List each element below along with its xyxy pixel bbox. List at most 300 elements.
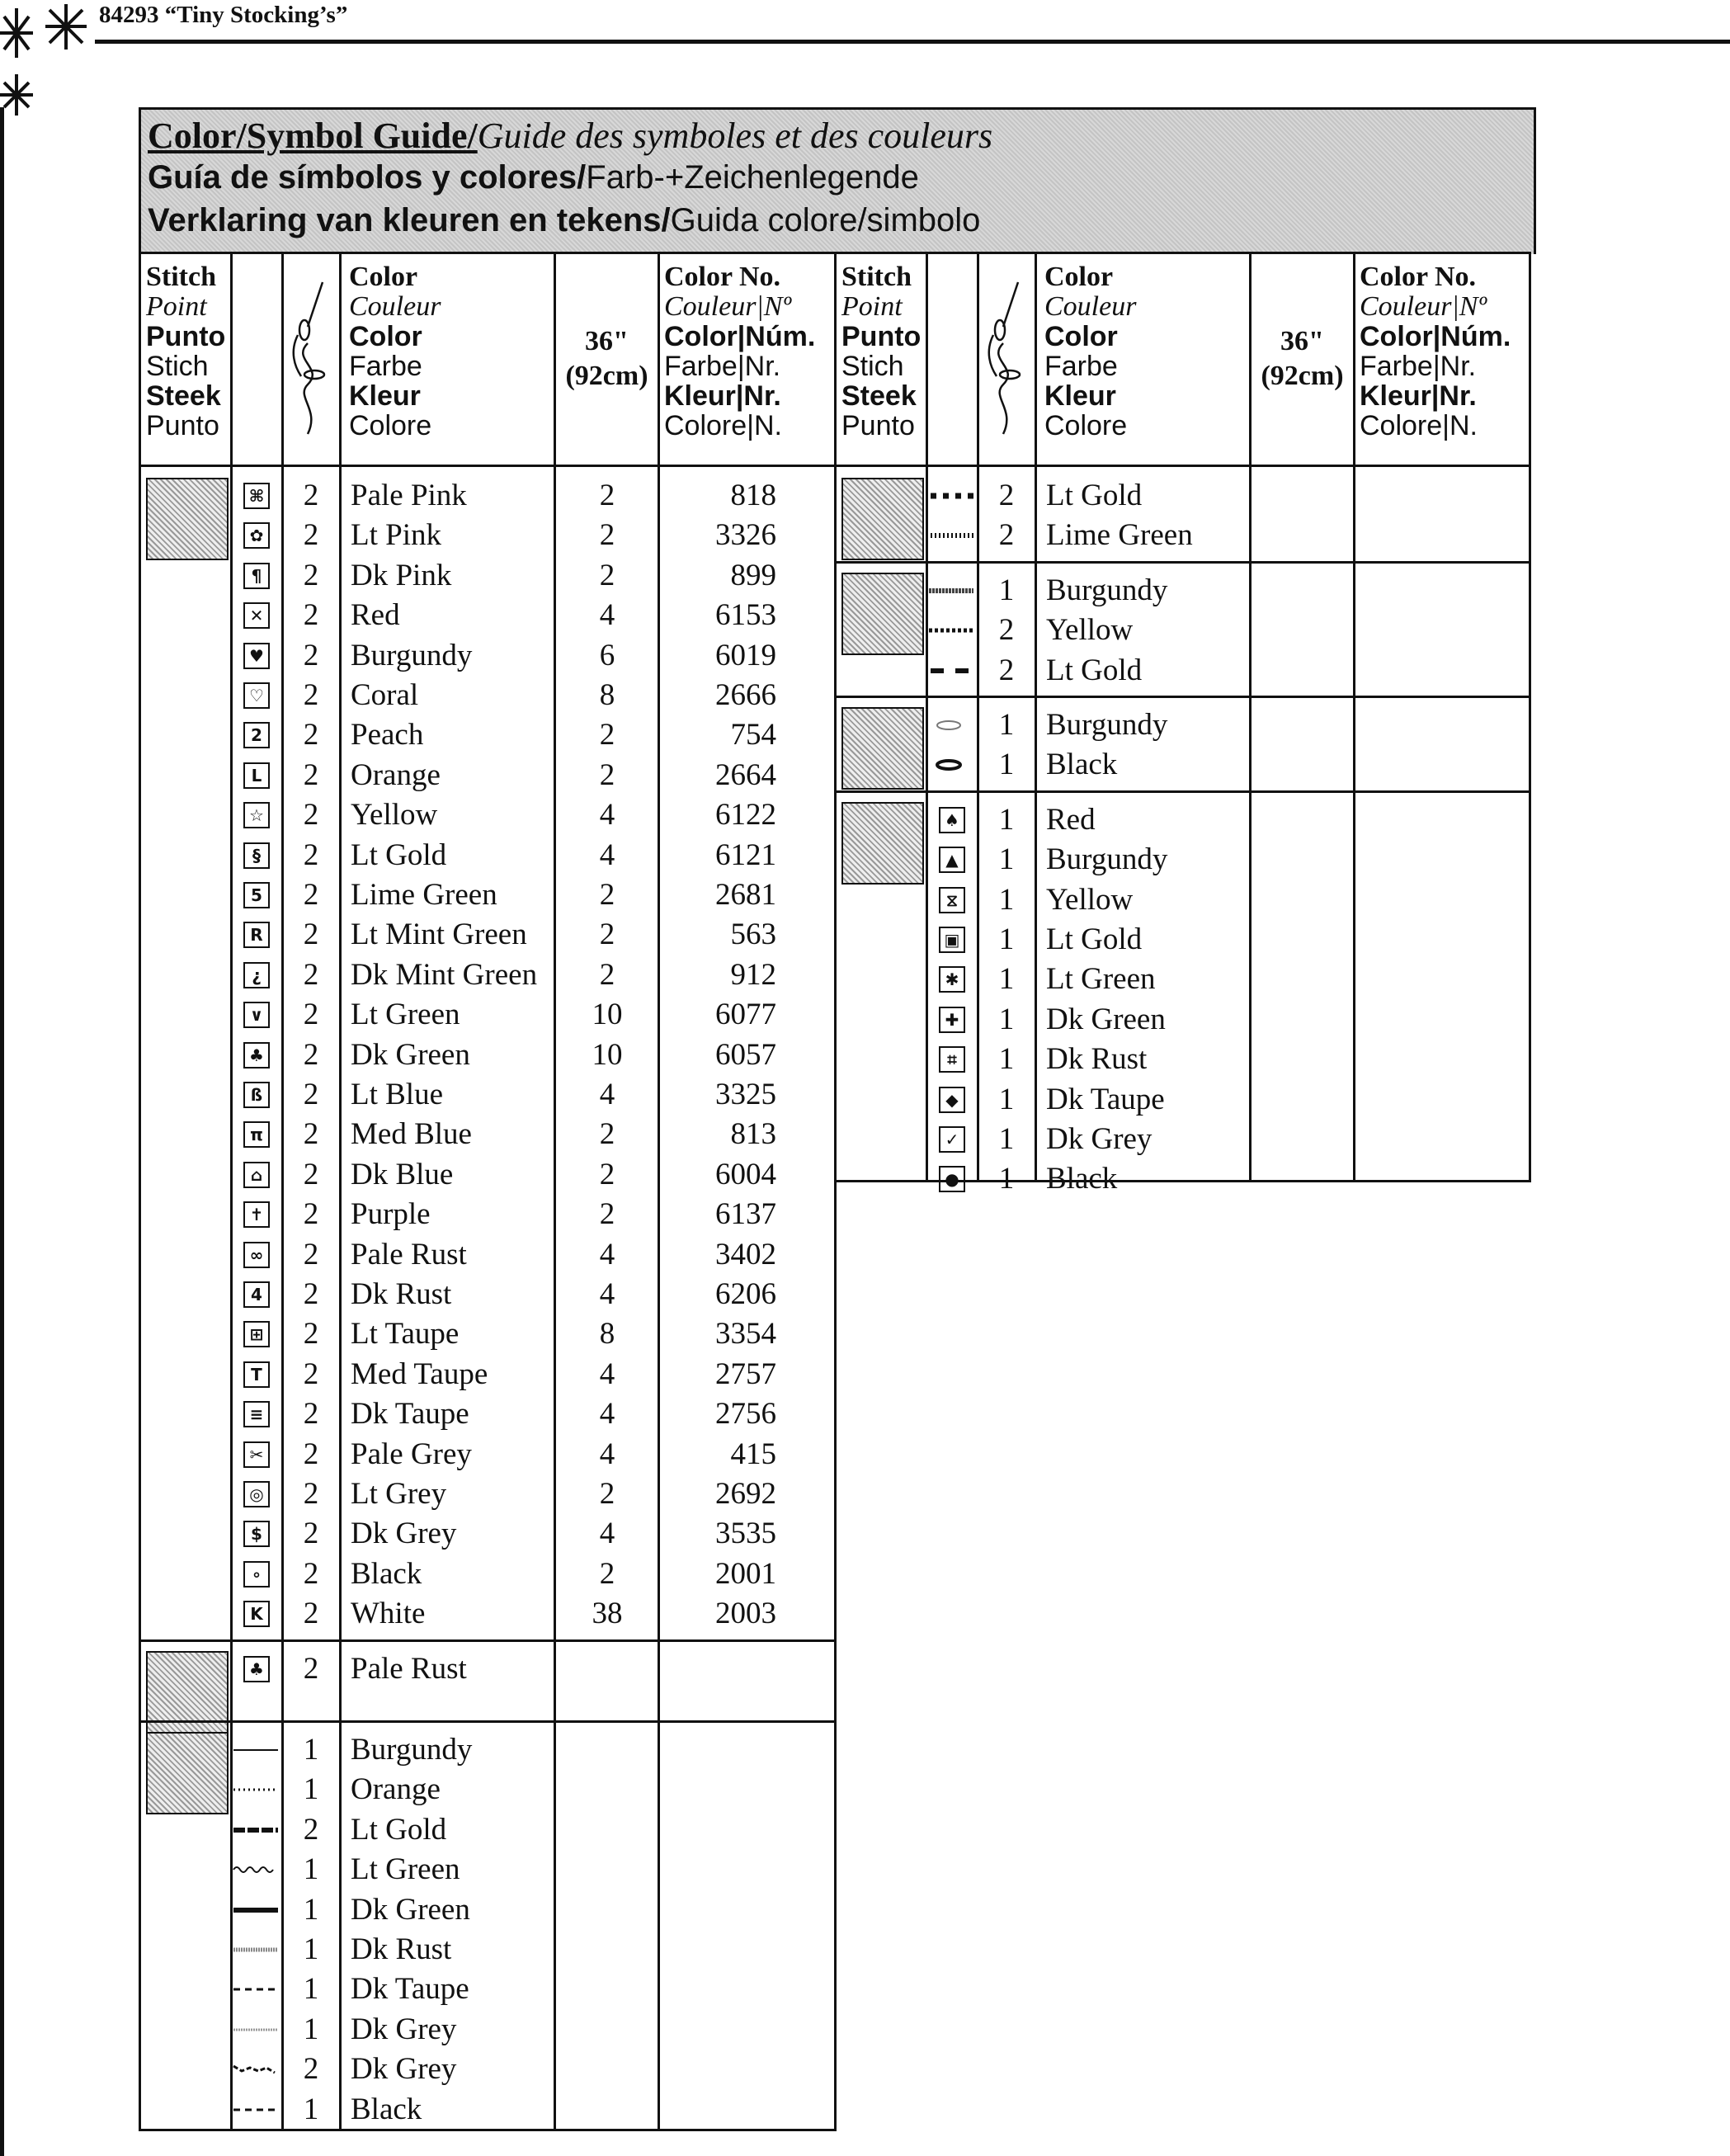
page-title: 84293 “Tiny Stocking’s” [99, 2, 348, 28]
left-color-name: Lt Gold [351, 1812, 447, 1847]
left-skein-count: 2 [599, 718, 615, 752]
left-chart-symbol: L [243, 762, 270, 789]
left-chart-symbol: ⌂ [243, 1162, 270, 1188]
left-skein-count: 2 [599, 479, 615, 512]
left-skein-count: 10 [592, 998, 623, 1032]
left-chart-symbol: 5 [243, 882, 270, 908]
right-header-rule [837, 465, 1529, 467]
right-stitch-header-line: Stich [841, 351, 904, 382]
left-skein-count: 6 [599, 638, 615, 672]
left-strands-value: 2 [303, 1812, 319, 1847]
left-strands-value: 2 [303, 1237, 319, 1271]
left-color-number: 6206 [715, 1277, 776, 1311]
needle-thread-icon [978, 277, 1028, 442]
right-color-name: Dk Grey [1046, 1122, 1153, 1156]
left-strands-value: 2 [303, 1317, 319, 1352]
left-col-divider [554, 254, 556, 2129]
left-color-name: Black [351, 2092, 422, 2126]
left-color-number: 2757 [715, 1356, 776, 1391]
left-strands-value: 1 [303, 1772, 319, 1807]
margin-rule [0, 107, 4, 2156]
chain-line-symbol [232, 1861, 280, 1878]
left-color-name: Lime Green [351, 878, 497, 912]
left-color-no-header-line: Colore|N. [664, 410, 782, 441]
right-stitch-header-line: Punto [841, 321, 922, 352]
right-color-name: Dk Rust [1046, 1042, 1148, 1077]
left-chart-symbol: ∞ [243, 1242, 270, 1268]
left-chart-symbol: ⌘ [243, 483, 270, 509]
left-size-header-line: (92cm) [565, 361, 648, 391]
right-color-name: Burgundy [1046, 573, 1168, 607]
left-col-divider [339, 254, 342, 2129]
right-strands-value: 1 [998, 1122, 1015, 1156]
left-strands-value: 2 [303, 1197, 319, 1232]
right-color-name: Red [1046, 802, 1096, 837]
color-symbol-guide [139, 107, 1534, 2129]
left-color-number: 6004 [715, 1157, 776, 1191]
left-size-header [556, 324, 658, 394]
right-stitch-header-line: Stitch [841, 262, 912, 292]
right-strands-value: 1 [998, 1162, 1015, 1196]
left-strands-value: 2 [303, 1397, 319, 1432]
left-color-name: Lt Green [351, 1852, 460, 1887]
right-color-header-line: Kleur [1044, 380, 1116, 412]
left-stitch-header-line: Punto [146, 321, 226, 352]
thick-line-symbol [232, 1902, 280, 1918]
left-chart-symbol: ♣ [243, 1656, 270, 1682]
left-strands-value: 2 [303, 1037, 319, 1072]
right-strands-value: 1 [998, 802, 1015, 837]
left-col-divider [658, 254, 660, 2129]
left-strands-value: 2 [303, 798, 319, 833]
left-strands-value: 2 [303, 1597, 319, 1631]
right-chart-symbol: ✚ [939, 1007, 965, 1033]
left-skein-count: 4 [599, 837, 615, 872]
right-color-name: Lt Gold [1046, 653, 1143, 687]
thick-dash-line-symbol [232, 1822, 280, 1838]
right-group-divider [837, 790, 1529, 793]
left-chart-symbol: ◎ [243, 1481, 270, 1507]
left-stitch-diagram-3 [146, 1732, 229, 1814]
left-color-number: 2756 [715, 1397, 776, 1432]
left-color-no-header-line: Color No. [664, 262, 781, 292]
left-color-number: 2001 [715, 1556, 776, 1591]
left-size-header-line: 36" [585, 326, 629, 356]
left-color-number: 563 [730, 918, 776, 952]
left-color-name: Lt Mint Green [351, 918, 527, 952]
left-strands-value: 1 [303, 1733, 319, 1767]
left-color-name: Black [351, 1556, 422, 1591]
left-strands-value: 1 [303, 1972, 319, 2007]
left-chart-symbol: ☆ [243, 802, 270, 828]
left-skein-count: 4 [599, 598, 615, 633]
left-skein-count: 4 [599, 1237, 615, 1271]
left-chart-symbol: ✿ [243, 522, 270, 549]
left-strands-value: 2 [303, 479, 319, 512]
left-chart-symbol: $ [243, 1521, 270, 1547]
dash-line-symbol [232, 2102, 280, 2118]
right-chart-symbol: ▣ [939, 927, 965, 953]
left-color-number: 2666 [715, 678, 776, 712]
left-chart-symbol: ∨ [243, 1002, 270, 1028]
right-color-name: Dk Green [1046, 1002, 1166, 1036]
left-color-name: Dk Pink [351, 558, 452, 592]
right-strands-value: 1 [998, 1042, 1015, 1077]
left-color-number: 6057 [715, 1037, 776, 1072]
guide-title-line-1: Color/Symbol Guide/Guide des symboles et des couleurs [148, 116, 993, 156]
right-strands-value: 1 [998, 1082, 1015, 1116]
left-color-name: Yellow [351, 798, 438, 833]
left-chart-symbol: ♣ [243, 1042, 270, 1069]
left-color-number: 6153 [715, 598, 776, 633]
left-strands-value: 2 [303, 1157, 319, 1191]
left-strands-value: 2 [303, 1437, 319, 1471]
right-chart-symbol: ▲ [939, 847, 965, 873]
right-color-header-line: Couleur [1044, 291, 1137, 322]
left-chart-symbol: ✂ [243, 1441, 270, 1468]
left-color-table [139, 252, 837, 2131]
right-color-name: Lt Gold [1046, 479, 1143, 512]
needle-thread-icon [283, 277, 332, 442]
left-chart-symbol: ✝ [243, 1201, 270, 1228]
right-chart-symbol: ◆ [939, 1087, 965, 1113]
right-strands-value: 1 [998, 882, 1015, 917]
left-color-name: Pale Grey [351, 1437, 472, 1471]
left-color-number: 3402 [715, 1237, 776, 1271]
left-color-name: Dk Green [351, 1037, 470, 1072]
left-color-number: 813 [730, 1117, 776, 1152]
left-color-no-header-line: Color|Núm. [664, 321, 816, 352]
right-strands-value: 2 [998, 613, 1015, 648]
right-size-header-line: (92cm) [1261, 361, 1344, 391]
right-chart-symbol: ✱ [939, 966, 965, 993]
left-color-name: Lt Green [351, 998, 460, 1032]
left-strands-value: 2 [303, 1117, 319, 1152]
right-color-table [834, 252, 1531, 1196]
right-color-name: Lime Green [1046, 518, 1193, 553]
solid-thin-line-symbol [232, 1742, 280, 1758]
right-group-divider [837, 561, 1529, 564]
left-strands-value: 1 [303, 1852, 319, 1887]
left-strands-value: 2 [303, 718, 319, 752]
left-header-rule [141, 465, 834, 467]
left-chart-symbol: ∘ [243, 1561, 270, 1588]
right-strands-value: 2 [998, 653, 1015, 687]
left-color-header-line: Couleur [349, 291, 441, 322]
left-skein-count: 2 [599, 1556, 615, 1591]
right-color-header-line: Color [1044, 321, 1118, 352]
bead-dots-line-symbol [927, 622, 975, 639]
left-color-name: Orange [351, 1772, 441, 1807]
right-color-name: Burgundy [1046, 708, 1168, 742]
left-strands-value: 2 [303, 598, 319, 633]
left-skein-count: 2 [599, 1477, 615, 1511]
right-color-no-header-line: Farbe|Nr. [1360, 351, 1477, 382]
left-color-name: Lt Taupe [351, 1317, 460, 1352]
left-color-number: 2681 [715, 878, 776, 912]
left-chart-symbol: K [243, 1601, 270, 1627]
left-skein-count: 2 [599, 878, 615, 912]
left-skein-count: 10 [592, 1037, 623, 1072]
left-skein-count: 2 [599, 757, 615, 792]
grey-line-symbol [232, 1941, 280, 1958]
left-stitch-header-line: Point [146, 291, 207, 322]
lazy-daisy-line-symbol [927, 757, 975, 773]
left-skein-count: 4 [599, 1517, 615, 1551]
right-color-name: Dk Taupe [1046, 1082, 1165, 1116]
left-skein-count: 2 [599, 518, 615, 553]
right-stitch-diagram-2 [841, 573, 924, 655]
left-color-name: Dk Grey [351, 2012, 457, 2046]
left-color-no-header-line: Couleur|Nº [664, 291, 792, 322]
dotted-line-symbol [232, 1781, 280, 1798]
left-strands-value: 2 [303, 957, 319, 992]
left-color-name: Dk Rust [351, 1277, 452, 1311]
left-strands-value: 2 [303, 998, 319, 1032]
right-chart-symbol: ♠ [939, 807, 965, 833]
left-strands-value: 2 [303, 757, 319, 792]
left-color-name: Pale Rust [351, 1237, 467, 1271]
grey-thin-line-symbol [232, 2022, 280, 2038]
right-col-divider [1035, 254, 1037, 1180]
left-color-number: 6122 [715, 798, 776, 833]
left-chart-symbol: ♥ [243, 643, 270, 669]
left-stitch-header-line: Steek [146, 380, 221, 412]
right-stitch-header-line: Point [841, 291, 903, 322]
right-color-name: Black [1046, 748, 1118, 782]
left-color-name: Coral [351, 678, 419, 712]
left-color-number: 2003 [715, 1597, 776, 1631]
left-color-name: Med Taupe [351, 1356, 488, 1391]
left-color-name: Lt Pink [351, 518, 441, 553]
right-stitch-header-line: Steek [841, 380, 917, 412]
left-color-header-line: Color [349, 321, 422, 352]
left-color-name: Dk Green [351, 1892, 470, 1927]
left-color-name: Dk Taupe [351, 1397, 469, 1432]
fine-dots-line-symbol [927, 527, 975, 544]
right-strands-value: 1 [998, 573, 1015, 607]
left-strands-value: 2 [303, 1356, 319, 1391]
left-color-number: 3326 [715, 518, 776, 553]
left-color-number: 3535 [715, 1517, 776, 1551]
left-color-header-line: Color [349, 262, 418, 292]
left-chart-symbol: R [243, 922, 270, 948]
left-skein-count: 8 [599, 1317, 615, 1352]
guide-title-band [139, 107, 1536, 254]
left-strands-value: 2 [303, 638, 319, 672]
left-color-name: Dk Grey [351, 1517, 457, 1551]
square-dots-line-symbol [927, 488, 975, 504]
left-chart-symbol: 2 [243, 722, 270, 748]
right-chart-symbol: ✓ [939, 1126, 965, 1153]
right-color-header-line: Colore [1044, 410, 1128, 441]
left-strands-value: 1 [303, 2092, 319, 2126]
right-size-header [1252, 324, 1353, 394]
right-color-no-header-line: Kleur|Nr. [1360, 380, 1477, 412]
dash-line-symbol [232, 1981, 280, 1998]
left-color-name: Burgundy [351, 638, 473, 672]
left-color-number: 6019 [715, 638, 776, 672]
right-color-no-header-line: Color No. [1360, 262, 1477, 292]
right-stitch-header [841, 262, 921, 441]
left-stitch-header-line: Stitch [146, 262, 216, 292]
right-color-name: Lt Gold [1046, 922, 1143, 956]
left-stitch-header [146, 262, 225, 441]
left-chart-symbol: ⊞ [243, 1321, 270, 1347]
left-skein-count: 4 [599, 1277, 615, 1311]
left-skein-count: 2 [599, 1117, 615, 1152]
right-strands-value: 2 [998, 479, 1015, 512]
left-skein-count: 4 [599, 1397, 615, 1432]
left-strands-value: 2 [303, 1477, 319, 1511]
left-skein-count: 2 [599, 1157, 615, 1191]
left-strands-value: 1 [303, 1932, 319, 1966]
left-color-name: Burgundy [351, 1733, 473, 1767]
left-color-name: Dk Grey [351, 2052, 457, 2087]
left-chart-symbol: ≡ [243, 1401, 270, 1427]
left-stitch-header-line: Punto [146, 410, 219, 441]
right-strands-value: 2 [998, 518, 1015, 553]
left-strands-value: 2 [303, 1651, 319, 1686]
right-chart-symbol: ⧖ [939, 887, 965, 913]
left-color-name: Purple [351, 1197, 431, 1232]
left-color-name: Dk Blue [351, 1157, 454, 1191]
left-chart-symbol: ✕ [243, 602, 270, 629]
right-color-name: Yellow [1046, 613, 1134, 648]
left-color-no-header [664, 262, 815, 441]
left-color-header-line: Farbe [349, 351, 422, 382]
right-strands-value: 1 [998, 708, 1015, 742]
left-color-name: Pale Pink [351, 479, 467, 512]
left-color-number: 415 [730, 1437, 776, 1471]
left-color-no-header-line: Kleur|Nr. [664, 380, 781, 412]
right-stitch-header-line: Punto [841, 410, 915, 441]
left-skein-count: 2 [599, 1197, 615, 1232]
right-strands-value: 1 [998, 962, 1015, 997]
left-color-number: 2664 [715, 757, 776, 792]
right-chart-symbol: ● [939, 1166, 965, 1192]
left-strands-value: 2 [303, 1556, 319, 1591]
lazy-daisy-light-line-symbol [927, 717, 975, 734]
right-color-name: Yellow [1046, 882, 1134, 917]
right-stitch-diagram-3 [841, 707, 924, 790]
right-color-no-header-line: Couleur|Nº [1360, 291, 1487, 322]
right-strands-value: 1 [998, 922, 1015, 956]
left-strands-value: 2 [303, 878, 319, 912]
left-strands-value: 2 [303, 678, 319, 712]
long-dash-line-symbol [927, 663, 975, 679]
right-group-divider [837, 696, 1529, 698]
left-skein-count: 8 [599, 678, 615, 712]
left-color-name: Peach [351, 718, 424, 752]
left-color-number: 2692 [715, 1477, 776, 1511]
right-col-divider [1353, 254, 1355, 1180]
left-strands-value: 2 [303, 2052, 319, 2087]
left-strands-value: 2 [303, 1078, 319, 1111]
left-color-name: Med Blue [351, 1117, 472, 1152]
left-chart-symbol: ¿ [243, 962, 270, 988]
right-stitch-diagram-4 [841, 802, 924, 885]
left-chart-symbol: T [243, 1361, 270, 1388]
left-strands-value: 1 [303, 2012, 319, 2046]
right-stitch-diagram-1 [841, 478, 924, 560]
left-skein-count: 4 [599, 1437, 615, 1471]
left-color-number: 6137 [715, 1197, 776, 1232]
left-color-number: 6077 [715, 998, 776, 1032]
right-strands-value: 1 [998, 842, 1015, 877]
left-chart-symbol: π [243, 1121, 270, 1148]
left-color-name: Lt Grey [351, 1477, 447, 1511]
right-color-header-line: Color [1044, 262, 1114, 292]
left-strands-value: 2 [303, 558, 319, 592]
left-color-no-header-line: Farbe|Nr. [664, 351, 781, 382]
left-stitch-header-line: Stich [146, 351, 209, 382]
left-color-name: Red [351, 598, 400, 633]
left-skein-count: 2 [599, 558, 615, 592]
right-chart-symbol: ⌗ [939, 1046, 965, 1073]
header-rule [95, 40, 1730, 44]
left-skein-count: 4 [599, 798, 615, 833]
right-color-name: Burgundy [1046, 842, 1168, 877]
snowflake-icon [0, 0, 99, 132]
right-size-header-line: 36" [1280, 326, 1324, 356]
left-color-header [349, 262, 441, 441]
wave-line-symbol [232, 2061, 280, 2078]
left-color-number: 3354 [715, 1317, 776, 1352]
left-col-divider [281, 254, 284, 2129]
left-skein-count: 4 [599, 1078, 615, 1111]
left-strands-value: 2 [303, 918, 319, 952]
left-strands-value: 1 [303, 1892, 319, 1927]
left-strands-value: 2 [303, 1517, 319, 1551]
left-color-name: White [351, 1597, 426, 1631]
left-color-number: 899 [730, 558, 776, 592]
left-strands-value: 2 [303, 1277, 319, 1311]
guide-title-line-2: Guía de símbolos y colores/Farb-+Zeichenlegende [148, 159, 919, 196]
right-color-header [1044, 262, 1136, 441]
left-color-number: 3325 [715, 1078, 776, 1111]
left-skein-count: 38 [592, 1597, 623, 1631]
left-skein-count: 4 [599, 1356, 615, 1391]
left-color-name: Lt Blue [351, 1078, 444, 1111]
right-color-no-header-line: Colore|N. [1360, 410, 1478, 441]
left-color-name: Orange [351, 757, 441, 792]
right-color-header-line: Farbe [1044, 351, 1118, 382]
left-group-divider [141, 1639, 834, 1642]
right-color-name: Black [1046, 1162, 1118, 1196]
left-chart-symbol: ♡ [243, 682, 270, 709]
left-strands-value: 2 [303, 518, 319, 553]
left-chart-symbol: § [243, 842, 270, 869]
right-color-no-header [1360, 262, 1511, 441]
left-color-header-line: Kleur [349, 380, 421, 412]
left-color-number: 818 [730, 479, 776, 512]
left-color-number: 754 [730, 718, 776, 752]
left-color-number: 6121 [715, 837, 776, 872]
left-col-divider [230, 254, 233, 2129]
left-stitch-diagram-1 [146, 478, 229, 560]
left-color-name: Pale Rust [351, 1651, 467, 1686]
right-strands-value: 1 [998, 748, 1015, 782]
left-color-number: 912 [730, 957, 776, 992]
left-skein-count: 2 [599, 918, 615, 952]
left-strands-value: 2 [303, 837, 319, 872]
left-skein-count: 2 [599, 957, 615, 992]
left-color-name: Dk Rust [351, 1932, 452, 1966]
left-chart-symbol: ¶ [243, 563, 270, 589]
hatched-line-symbol [927, 583, 975, 599]
left-chart-symbol: 4 [243, 1281, 270, 1308]
